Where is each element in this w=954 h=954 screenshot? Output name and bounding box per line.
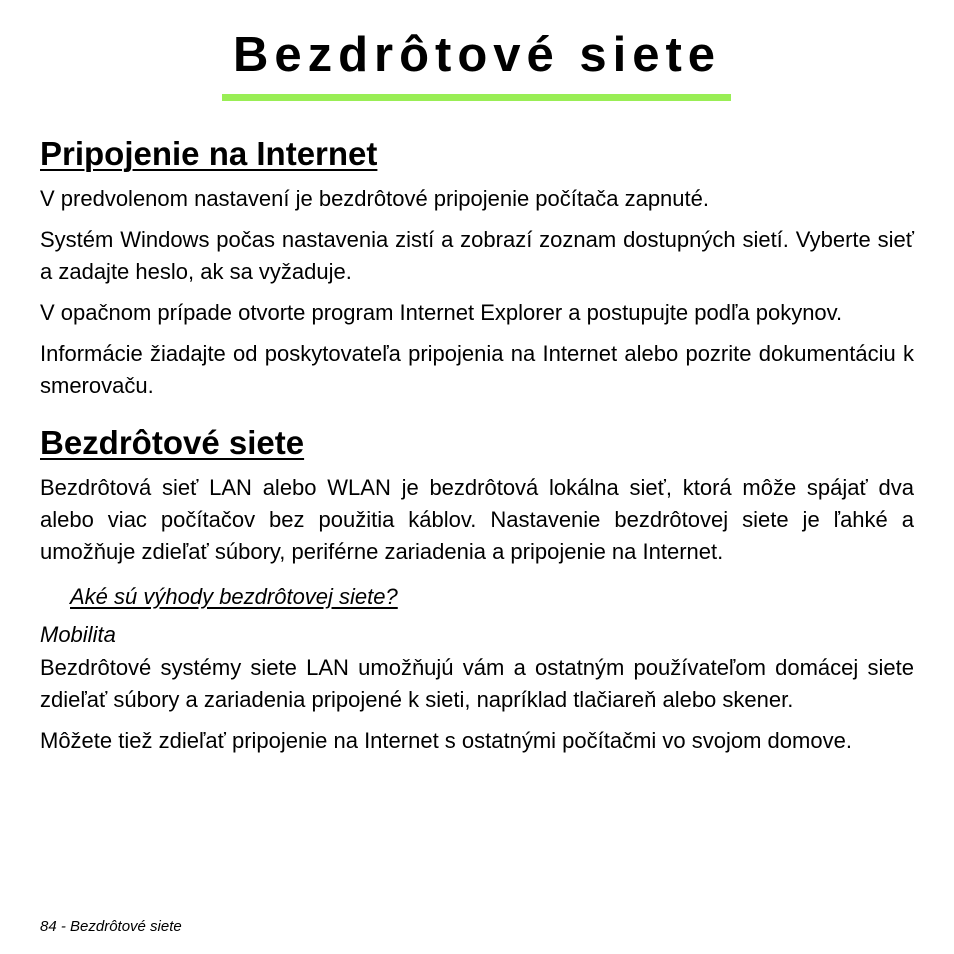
paragraph-internet-sharing: Môžete tiež zdieľať pripojenie na Internet s ostatnými počítačmi vo svojom domove.: [40, 728, 852, 753]
paragraph-default-setting: V predvolenom nastavení je bezdrôtové pripojenie počítača zapnuté.: [40, 186, 709, 211]
section-heading-internet: Pripojenie na Internet: [40, 135, 378, 172]
page-footer: 84 - Bezdrôtové siete: [40, 918, 182, 935]
title-underline-bar: [222, 94, 731, 101]
paragraph-internet-explorer: V opačnom prípade otvorte program Internet Explorer a postupujte podľa pokynov.: [40, 300, 843, 325]
paragraph-wlan-intro: Bezdrôtová sieť LAN alebo WLAN je bezdrôtová lokálna sieť, ktorá môže spájať dva alebo viac počítačov bez použitia káblov. Nastavenie bezdrôtovej siete je ľahké a umožňuje zdieľať súbory, periférne zariadenia a pripojenie na Internet.: [40, 475, 914, 564]
subheading-advantages: Aké sú výhody bezdrôtovej siete?: [70, 584, 398, 609]
section-heading-wireless: Bezdrôtové siete: [40, 424, 305, 461]
paragraph-mobility-sharing: Bezdrôtové systémy siete LAN umožňujú vám a ostatným používateľom domácej siete zdieľať súbory a zariadenia pripojené k sieti, napríklad tlačiareň alebo skener.: [40, 655, 914, 712]
page-title: Bezdrôtové siete: [232, 28, 722, 82]
label-mobility: Mobilita: [40, 622, 116, 647]
paragraph-windows-detect: Systém Windows počas nastavenia zistí a zobrazí zoznam dostupných sietí. Vyberte sieť a zadajte heslo, ak sa vyžaduje.: [40, 227, 914, 284]
page-content: [40, 132, 914, 757]
paragraph-provider-info: Informácie žiadajte od poskytovateľa pripojenia na Internet alebo pozrite dokumentáciu k smerovaču.: [40, 341, 914, 398]
